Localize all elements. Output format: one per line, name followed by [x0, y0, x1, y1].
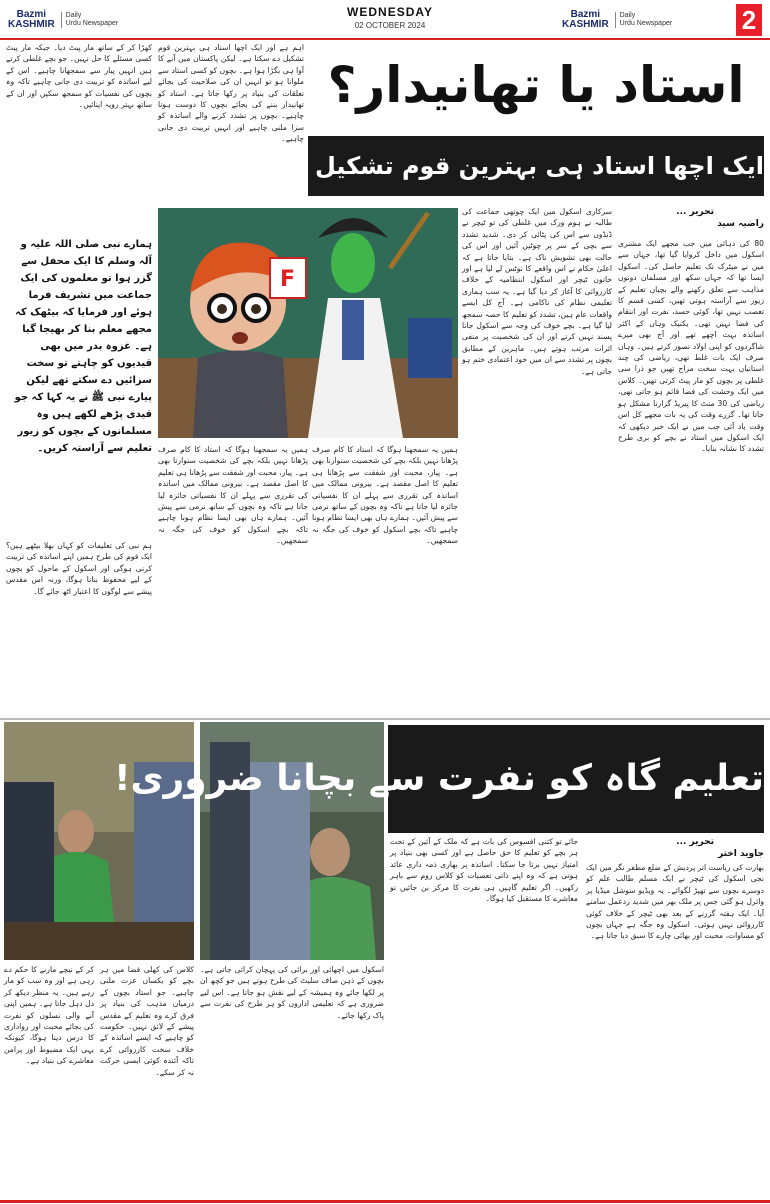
article2-byline	[620, 836, 764, 860]
brand-tagline: Daily Urdu Newspaper	[61, 12, 119, 28]
article1-byline	[620, 206, 764, 230]
article1-col-far-left-lower: ہم نبی کی تعلیمات کو کہاں بھلا بیٹھے ہیں؟ ایک قوم کی طرح ہمیں اپنے اساتذہ کی تربیت کرنی ہوگی اور اسکول کے ماحول کو بچوں کے لیے محفوظ بنانا ہوگا، ورنہ اس مقدس پیشے سے لوگوں کا اعتبار اٹھ جائے گا۔	[6, 541, 152, 596]
byline-label: تحریر ...	[676, 207, 714, 217]
author-name-2: جاوید اختر	[717, 849, 764, 859]
article2-title: تعلیم گاہ کو نفرت سے بچانا ضروری!	[388, 725, 764, 833]
article1-col-left-lower: ہمیں یہ سمجھنا ہوگا کہ استاد کا کام صرف پڑھانا نہیں بلکہ بچے کی شخصیت سنوارنا بھی ہے۔ پیار، محبت اور شفقت سے پڑھانا ہی تعلیم کا اصل مقصد ہے۔ بیرونی ممالک میں اساتذہ کی تقرری سے پہلے ان کا نفسیاتی جائزہ لیا جاتا ہے تاکہ وہ بچوں کے ساتھ نرمی سے پیش آئیں۔ ہمارے ہاں بھی ایسا نظام ہونا چاہیے تاکہ بچے اسکول کو خوف کی جگہ نہ سمجھیں۔	[158, 445, 308, 546]
article2-col-far-left: کر کے نیچے مارنے کا حکم دے رہی ہے اور وہ سب کو مار رہے ہیں۔ یہ منظر دیکھ کر دل دہل جاتا ہے۔ ہمیں اپنی آنے والی نسلوں کو نفرت کی بجائے محبت اور رواداری کا درس دینا ہوگا، کیونکہ یہی ایک مضبوط اور پرامن معاشرے کی بنیاد ہے۔	[4, 965, 94, 1066]
article1-title: استاد یا تھانیدار؟	[327, 56, 745, 114]
date: 02 OCTOBER 2024	[354, 21, 426, 30]
masthead-left	[8, 4, 118, 36]
article2-col-right: بھارت کی ریاست اتر پردیش کے ضلع مظفر نگر میں ایک نجی اسکول کی ٹیچر نے ایک مسلم طالب علم کو دوسرے بچوں سے تھپڑ لگوائے۔ یہ ویڈیو سوشل میڈیا پر وائرل ہو گئی جس پر ملک بھر میں شدید ردعمل سامنے آیا۔ ایک ہفتہ گزرنے کے بعد بھی ٹیچر کے خلاف کوئی کارروائی نہیں ہوئی۔ اسکول وہ جگہ ہے جہاں بچوں کو مساوات، محبت اور بھائی چارے کا سبق دیا جاتا ہے۔	[586, 863, 764, 941]
article2-col-mid: جائے تو کتنی افسوس کی بات ہے کہ ملک کے آئین کے تحت ہر بچے کو تعلیم کا حق حاصل ہے اور کسی بھی بنیاد پر امتیاز نہیں برتا جا سکتا۔ اساتذہ پر بھاری ذمہ داری عائد ہوتی ہے کہ وہ اپنے ذاتی تعصبات کو کلاس روم سے باہر رکھیں۔ اگر تعلیم گاہیں ہی نفرت کا مرکز بن جائیں تو معاشرے کا مستقبل کیا ہوگا۔	[390, 837, 578, 904]
byline-label-2: تحریر ...	[676, 837, 714, 847]
article1-col-right: 80 کی دہائی میں جب مجھے ایک مشنری اسکول میں داخل کروایا گیا تھا، جہاں سے میں نے میٹرک تک تعلیم حاصل کی۔ اسکول ایسا تھا کہ جہاں سکھ اور مسلمان دونوں مذاہب سے تعلق رکھنے والے بچیاں تعلیم کے زیور سے آراستہ ہوتی تھیں، کسی قسم کا تعصب نہیں تھا، کوئی حسد، نفرت اور انتقام کی فضا نہیں تھی۔ یکنیک وہاں کے اکثر اساتذہ بہت اچھے تھے اور آج بھی میرے شاگردوں کو اپنی اولاد تصور کرتے ہیں۔ وہاں صرف ایک بات غلط تھی، ریاضی کی چند استانیاں بہت سخت مزاج تھیں جو ذرا سی غلطی پر بچوں کو مار پیٹ کرتی تھیں۔ کلاس میں ایک وحشت کی فضا قائم ہو جاتی تھی، ریاضی کی 30 منٹ کا پیریڈ گزارنا مشکل ہو جاتا تھا۔ گزرے وقت کی یہ بات مجھے کل اس وقت یاد آئی جب میں نے ایک خبر دیکھی کہ ایک اسکول میں استاد نے بچے کو بری طرح تشدد کا نشانہ بنایا۔	[618, 239, 764, 454]
brand-name-right: Bazmi KASHMIR	[562, 9, 609, 30]
teacher-student-cartoon	[158, 208, 458, 438]
masthead-right	[562, 4, 672, 36]
page-number: 2	[736, 4, 762, 36]
article2-col-left: کلاس کی کھلی فضا میں ہر بچے کو یکساں عزت ملنی چاہیے۔ جو استاد بچوں کے درمیان مذہب کی بنیاد پر فرق کرے وہ تعلیم کے مقدس پیشے کے لائق نہیں۔ حکومت کو چاہیے کہ ایسے اساتذہ کے خلاف سخت کارروائی کرے تاکہ آئندہ کوئی ایسی حرکت نہ کر سکے۔	[100, 965, 194, 1077]
article1-col-left: اہم ہے اور ایک اچھا استاد ہی بہترین قوم تشکیل دے سکتا ہے۔ لیکن پاکستان میں آنے کا آوا ہی بگڑا ہوا ہے۔ بچوں کو کسی استاد سے ملوانا ہو تو انہیں ان کی صلاحیت کی بجائے تعلقات کی بنیاد پر رکھا جاتا ہے۔ استاد کو تھانیدار بننے کی بجائے بچوں کا دوست ہونا چاہیے۔ بچوں پر تشدد کرنے والے اساتذہ کو سزا ملنی چاہیے اور انہیں تربیت دی جانی چاہیے۔	[158, 43, 304, 144]
footer-rule	[0, 1200, 770, 1203]
brand-name: Bazmi KASHMIR	[8, 9, 55, 30]
author-name: راضیہ سید	[717, 219, 764, 229]
weekday: WEDNESDAY	[347, 5, 433, 19]
header-rule	[0, 38, 770, 40]
article1-col-far-left: کھڑا کر کے ساتھ مار پیٹ دیا۔ جبکہ مار پیٹ کسی مسئلے کا حل نہیں۔ جو بچے غلطی کرتے ہیں انہیں پیار سے سمجھانا چاہیے۔ اس کے لیے اساتذہ کو تربیت دی جانی چاہیے تاکہ وہ بچوں کی نفسیات کو سمجھ سکیں اور ان کے ساتھ بہتر رویہ اپنائیں۔	[6, 43, 152, 110]
section-divider	[0, 718, 770, 720]
svg-text:F: F	[280, 267, 296, 292]
dateline	[290, 5, 490, 30]
article2-col-mid-lower: اسکول میں اچھائی اور برائی کی پہچان کرائی جاتی ہے۔ بچوں کے ذہن صاف سلیٹ کی طرح ہوتے ہیں جو کچھ ان پر لکھا جائے وہ ہمیشہ کے لیے نقش ہو جاتا ہے۔ اس لیے ضروری ہے کہ تعلیمی اداروں کو ہر طرح کی نفرت سے پاک رکھا جائے۔	[200, 965, 384, 1020]
brand-tagline-right: Daily Urdu Newspaper	[615, 12, 673, 28]
article1-subtitle: ایک اچھا استاد ہی بہترین قوم تشکیل دے سکتا ہے	[308, 136, 764, 196]
hadith-quote: ہمارے نبی صلی اللہ علیہ و آلہ وسلم کا ایک محفل سے گزر ہوا تو معلموں کی ایک جماعت میں تشریف فرما ہوئے اور فرمایا کہ بیٹھک کہ مجھے معلم بنا کر بھیجا گیا ہے۔ غزوہ بدر میں بھی قیدیوں کو چاہتے تو سخت سزائیں دے سکتے تھے لیکن پیارے نبی ﷺ نے یہ کہا کہ جو قیدی پڑھے لکھے ہیں وہ مسلمانوں کے بچوں کو زیور تعلیم سے آراستہ کریں۔	[14, 239, 152, 454]
cartoon-illustration	[158, 208, 458, 438]
article1-col-mid-lower: ہمیں یہ سمجھنا ہوگا کہ استاد کا کام صرف پڑھانا نہیں بلکہ بچے کی شخصیت سنوارنا بھی ہے۔ پیار، محبت اور شفقت سے پڑھانا ہی تعلیم کا اصل مقصد ہے۔ بیرونی ممالک میں اساتذہ کی تقرری سے پہلے ان کا نفسیاتی جائزہ لیا جاتا ہے تاکہ وہ بچوں کے ساتھ نرمی سے پیش آئیں۔ ہمارے ہاں بھی ایسا نظام ہونا چاہیے تاکہ بچے اسکول کو خوف کی جگہ نہ سمجھیں۔	[312, 445, 458, 546]
article1-col-mid: سرکاری اسکول میں ایک چوتھی جماعت کی طالبہ نے ہوم ورک میں غلطی کی تو ٹیچر نے ڈنڈوں سے اس کی پٹائی کر دی۔ شدید تشدد سے بچی کے سر پر چوٹیں آئیں اور اس کی حالت بھی تشویش ناک ہے۔ بتایا جاتا ہے کہ اعلیٰ حکام نے اس واقعے کا نوٹس لے لیا ہے اور خاتون ٹیچر اور اسکول انتظامیہ کے خلاف کارروائی کا آغاز کر دیا گیا ہے۔ یہ سب ہماری تعلیمی نظام کی ناکامی ہے۔ آج کل ایسے واقعات عام ہیں، تشدد کو تعلیم کا حصہ سمجھ لیا گیا ہے۔ بچے خوف کی وجہ سے اسکول جانا پسند نہیں کرتے اور ان کی شخصیت پر منفی اثرات مرتب ہوتے ہیں۔ ماہرین کے مطابق بچوں پر تشدد سے ان میں خود اعتمادی ختم ہو جاتی ہے۔	[462, 207, 612, 376]
